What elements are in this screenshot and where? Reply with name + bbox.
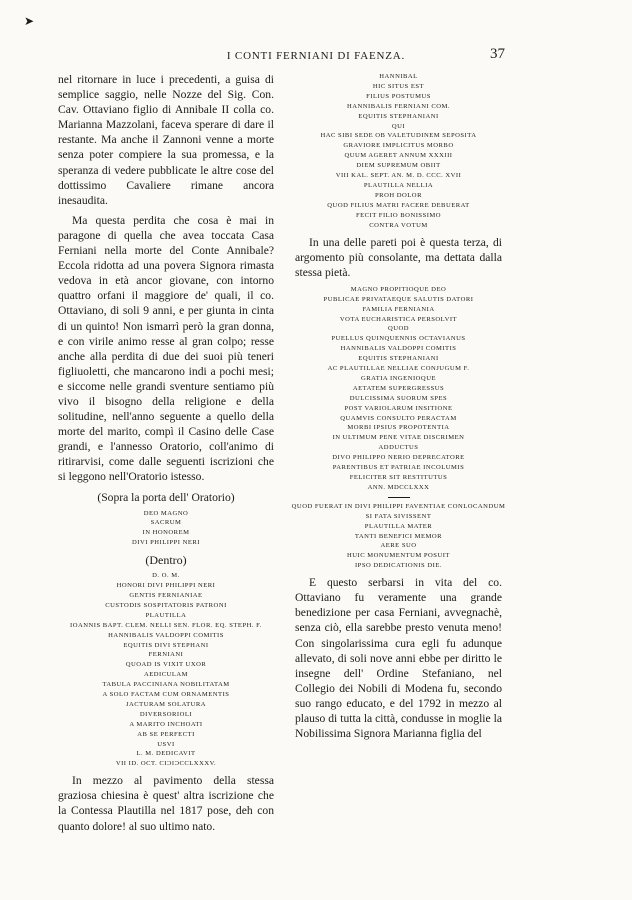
inscription-line: SI FATA SIVISSENT (365, 512, 432, 520)
inscription-separator (388, 497, 410, 498)
inscription-line: EQUITIS STEPHANIANI (358, 112, 439, 120)
paragraph-continuation: nel ritornare in luce i precedenti, a guisa di semplice saggio, nelle Nozze del Sig. Con. Cav. Ottaviano figlio di Annibale II colla co. Marianna Mazzolani, faceva sperare di dare il restante. Ma anche il Zannoni venne a morte senza poter compiere la sua promessa, e la speranza di vedere pubblicate le altre cose del dottissimo Cavaliere rimane ancora inesaudita. (58, 73, 274, 207)
inscription-pavement (295, 72, 502, 231)
inscription-line: ANN. MDCCLXXX (367, 483, 430, 491)
inscription-line: AERE SUO (380, 542, 417, 550)
page-number: 37 (490, 46, 505, 62)
inscription-line: PUBLICAE PRIVATAEQUE SALUTIS DATORI (323, 295, 474, 303)
inscription-line: JACTURAM SOLATURA (125, 700, 207, 708)
inscription-line: ADDUCTUS (378, 444, 419, 452)
running-head: I CONTI FERNIANI DI FAENZA. (226, 50, 406, 62)
inscription-line: DIEM SUPREMUM OBIIT (356, 162, 441, 170)
inscription-line: HANNIBALIS FERNIANI COM. (346, 102, 451, 110)
inscription-line: DEO MAGNO (143, 509, 189, 517)
right-column (291, 72, 506, 746)
inscription-line: QUOD FUERAT IN DIVI PHILIPPI FAVENTIAE CONLOCANDUM (291, 502, 506, 510)
inscription-line: QUI (391, 122, 406, 130)
inscription-line: FILIUS POSTUMUS (366, 92, 431, 100)
inscription-line: IN HONOREM (142, 529, 190, 537)
inscription-line: AC PLAUTILLAE NELLIAE CONJUGUM F. (327, 365, 470, 373)
inscription-line: GENTIS FERNIANIAE (129, 591, 203, 599)
inscription-line: HANNIBALIS VALDOPPI COMITIS (108, 631, 224, 639)
inscription-line: PLAUTILLA (145, 611, 187, 619)
paragraph-third-inscription: In una delle pareti poi è questa terza, di argomento più consolante, ma dettata dalla stessa pietà. (295, 235, 502, 279)
inscription-line: VII ID. OCT. CIƆIƆCCLXXXV. (115, 760, 217, 768)
inscription-line: SACRUM (150, 519, 182, 527)
inscription-line: IOANNIS BAPT. CLEM. NELLI SEN. FLOR. EQ. STEPH. F. (70, 621, 262, 629)
inscription-line: FELICITER SIT RESTITUTUS (349, 474, 448, 481)
inscription-line: MORBI IPSIUS PROPOTENTIA (347, 424, 450, 432)
inscription-line: D. O. M. (152, 572, 180, 580)
inscription-line: DULCISSIMA SUORUM SPES (349, 394, 448, 402)
inscription-wall-continued (287, 502, 510, 571)
left-column (58, 72, 274, 839)
inscription-line: A SOLO FACTAM CUM ORNAMENTIS (102, 691, 230, 699)
inscription-line: USVI (157, 740, 175, 748)
inscription-line: POST VARIOLARUM INSITIONE (344, 404, 453, 412)
inscription-line: CONTRA VOTUM (369, 221, 428, 229)
paragraph-pavement: In mezzo al pavimento della stessa graziosa chiesina è quest' altra iscrizione che la Contessa Plautilla nel 1817 pose, deh con quanto dolore! al suo ultimo nato. (58, 774, 274, 833)
inscription-line: AB SE PERFECTI (137, 730, 195, 738)
inscription-line: QUUM AGERET ANNUM XXXIII (344, 152, 453, 160)
inscription-line: VIII KAL. SEPT. AN. M. D. CCC. XVII (335, 172, 462, 180)
inscription-line: QUOD (387, 325, 410, 333)
paragraph-ottaviano: E questo serbarsi in vita del co. Ottaviano fu veramente una grande benedizione per casa Ferniani, avvegnachè, senza ciò, ella sarebbe presto venuta meno! Con singolarissima cura egli fu adunque allevato, di soli nove anni ebbe per diritto le insegne dell' Ordine Stefaniano, nel Collegio dei Nobili di Modena fu, secondo suo rango educato, e del 1792 in mezzo al plauso di tutta la città, condusse in moglie la Nobilissima Signora Marianna figlia del (295, 576, 502, 741)
inscription-heading-door: (Sopra la porta dell' Oratorio) (97, 490, 235, 504)
page-corner-mark: ➤ (24, 14, 35, 28)
inscription-door (58, 509, 274, 549)
paragraph-loss: Ma questa perdita che cosa è mai in paragone di quella che avea toccata Casa Ferniani nella morte del Conte Annibale? Eccola ridotta ad una povera Signora rimasta vedova in età ancor giovane, con intorno quattro orfani il maggiore de' quali, il co. Ottaviano, di soli 9 anni, e per giunta in cinta di un quinto! Non ismarrì però la gran donna, e con virile animo resse al gran colpo; resse anche alla perdita di due dei suoi più teneri figliuoletti, che mancarono indi a pochi mesi; e siccome nelle grandi sventure sentiamo più vivo il bisogno della religione e della solitudine, nell'anno seguente a quello della morte del marito, compì il Casino delle Case grandi, e l'annesso Oratorio, coll'animo di ritirarvisi, come dalle seguenti iscrizioni che si leggono nell'Oratorio istesso. (58, 213, 274, 484)
inscription-line: HAC SIBI SEDE OB VALETUDINEM SEPOSITA (320, 132, 477, 140)
inscription-line: FERNIANI (148, 651, 184, 659)
inscription-line: FECIT FILIO BONISSIMO (355, 211, 442, 219)
inscription-line: QUAMVIS CONSULTO PERACTAM (340, 414, 457, 422)
inscription-line: HUIC MONUMENTUM POSUIT (347, 552, 450, 560)
inscription-line: PUELLUS QUINQUENNIS OCTAVIANUS (331, 335, 466, 343)
inscription-line: AETATEM SUPERGRESSUS (352, 384, 445, 392)
inscription-line: DIVI PHILIPPI NERI (132, 539, 200, 547)
inscription-line: EQUITIS STEPHANIANI (358, 355, 439, 363)
inscription-line: HONORI DIVI PHILIPPI NERI (116, 582, 216, 590)
inscription-line: EQUITIS DIVI STEPHANI (123, 641, 209, 649)
inscription-line: GRATIA INGENIOQUE (361, 374, 436, 382)
inscription-line: HIC SITUS EST (372, 82, 425, 90)
inscription-line: PARENTIBUS ET PATRIAE INCOLUMIS (332, 464, 465, 472)
inscription-line: PLAUTILLA MATER (364, 522, 433, 530)
inscription-line: CUSTODIS SOSPITATORIS PATRONI (105, 601, 227, 609)
inscription-line: L. M. DEDICAVIT (136, 750, 196, 758)
inscription-line: TABULA PACCINIANA NOBILITATAM (102, 681, 230, 689)
inscription-line: IPSO DEDICATIONIS DIE. (354, 562, 442, 570)
inscription-line: DIVO PHILIPPO NERIO DEPRECATORE (332, 454, 465, 462)
inscription-line: AEDICULAM (143, 671, 189, 679)
inscription-line: HANNIBAL (379, 73, 418, 80)
inscription-line: VOTA EUCHARISTICA PERSOLVIT (339, 315, 458, 323)
inscription-line: GRAVIORE IMPLICITUS MORBO (343, 142, 454, 150)
inscription-line: QUOD FILIUS MATRI FACERE DEBUERAT (327, 201, 470, 209)
inscription-wall (295, 285, 502, 493)
inscription-heading-inside: (Dentro) (145, 553, 187, 568)
inscription-line: DIVERSORIOLI (139, 710, 193, 718)
inscription-line: A MARITO INCHOATI (129, 720, 203, 728)
inscription-line: TANTI BENEFICI MEMOR (354, 532, 443, 540)
inscription-line: HANNIBALIS VALDOPPI COMITIS (340, 345, 457, 353)
inscription-line: FAMILIA FERNIANIA (362, 305, 435, 313)
inscription-line: MAGNO PROPITIOQUE DEO (350, 285, 447, 293)
inscription-inside (50, 571, 282, 769)
inscription-line: PROH DOLOR (375, 191, 422, 199)
inscription-line: PLAUTILLA NELLIA (363, 181, 434, 189)
inscription-line: QUOAD IS VIXIT UXOR (125, 661, 207, 669)
inscription-line: IN ULTIMUM PENE VITAE DISCRIMEN (332, 434, 465, 442)
